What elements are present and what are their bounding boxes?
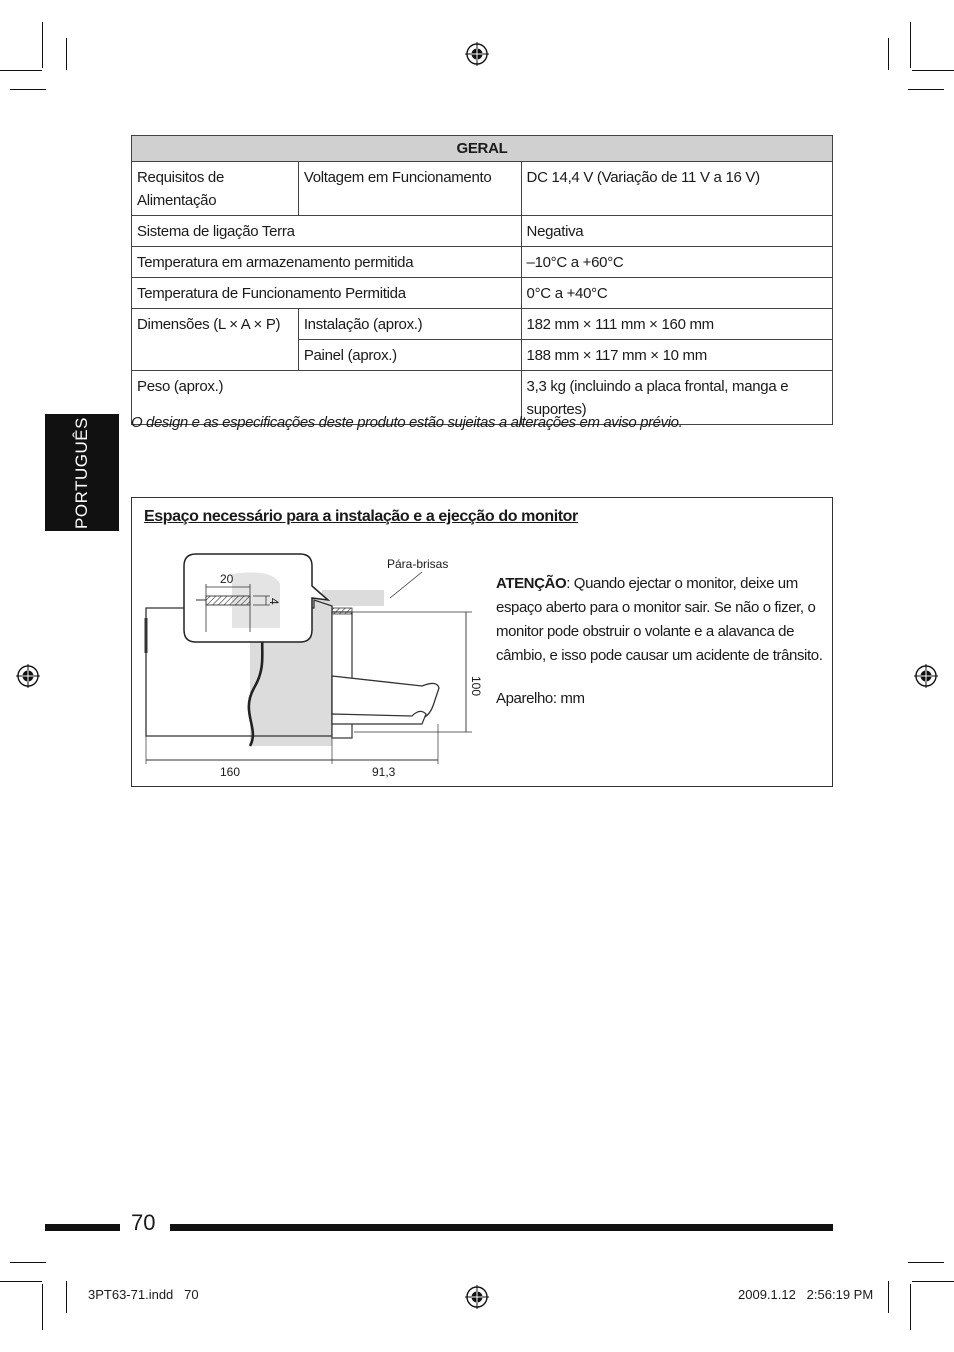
- installation-diagram: [132, 538, 492, 786]
- table-cell: 0°C a +40°C: [521, 278, 832, 309]
- table-header: GERAL: [132, 136, 833, 162]
- registration-mark-icon: [914, 664, 938, 688]
- crop-mark: [888, 38, 889, 70]
- footer-timestamp: 2009.1.12 2:56:19 PM: [738, 1287, 874, 1302]
- crop-mark: [908, 1262, 944, 1263]
- table-cell: Instalação (aprox.): [298, 309, 521, 340]
- crop-mark: [42, 22, 43, 68]
- table-cell: Voltagem em Funcionamento: [298, 162, 521, 216]
- table-cell: Peso (aprox.): [132, 371, 522, 425]
- table-row: [132, 216, 833, 247]
- unit-note: Aparelho: mm: [496, 690, 585, 707]
- table-row: [132, 278, 833, 309]
- table-cell: Negativa: [521, 216, 832, 247]
- crop-mark: [910, 1284, 911, 1330]
- crop-mark: [10, 1262, 46, 1263]
- table-cell: 182 mm × 111 mm × 160 mm: [521, 309, 832, 340]
- crop-mark: [42, 1284, 43, 1330]
- caution-body: : Quando ejectar o monitor, deixe um espaço aberto para o monitor sair. Se não o fizer, o monitor pode obstruir o volante e a alavanca de câmbio, e isso pode causar um acidente de trânsito.: [496, 575, 823, 664]
- crop-mark: [0, 1281, 42, 1282]
- spec-table: [131, 135, 833, 425]
- dim-label: 91,3: [372, 765, 396, 779]
- section-title: Espaço necessário para a instalação e a ejecção do monitor: [144, 508, 578, 525]
- page-number: 70: [131, 1210, 156, 1235]
- language-tab: [45, 414, 119, 531]
- page-bar: [45, 1224, 120, 1231]
- windshield-label: Pára-brisas: [387, 557, 449, 571]
- table-row: [132, 309, 833, 340]
- crop-mark: [10, 89, 46, 90]
- windshield-zone: [322, 590, 384, 606]
- table-row: [132, 136, 833, 162]
- table-cell: Temperatura em armazenamento permitida: [132, 247, 522, 278]
- dim-label: 100: [469, 676, 483, 697]
- caution-text: [496, 572, 831, 668]
- table-cell: Dimensões (L × A × P): [132, 309, 299, 371]
- installation-box: [131, 497, 833, 787]
- crop-mark: [66, 38, 67, 70]
- crop-mark: [912, 70, 954, 71]
- crop-mark: [908, 89, 944, 90]
- crop-mark: [910, 22, 911, 68]
- table-cell: DC 14,4 V (Variação de 11 V a 16 V): [521, 162, 832, 216]
- table-cell: 3,3 kg (incluindo a placa frontal, manga e suportes): [521, 371, 832, 425]
- registration-mark-icon: [465, 1285, 489, 1309]
- table-cell: Temperatura de Funcionamento Permitida: [132, 278, 522, 309]
- table-row: [132, 247, 833, 278]
- caution-label: ATENÇÃO: [496, 575, 567, 592]
- registration-mark-icon: [16, 664, 40, 688]
- dim-label: 4: [267, 598, 281, 605]
- crop-mark: [912, 1281, 954, 1282]
- language-tab-label: PORTUGUÊS: [72, 416, 91, 529]
- dim-label: 20: [220, 572, 234, 586]
- dim-label: 160: [220, 765, 241, 779]
- table-cell: Sistema de ligação Terra: [132, 216, 522, 247]
- disclaimer-note: O design e as especificações deste produto estão sujeitas a alterações em aviso prévio.: [131, 414, 683, 431]
- crop-mark: [0, 70, 42, 71]
- table-row: [132, 162, 833, 216]
- table-cell: 188 mm × 117 mm × 10 mm: [521, 340, 832, 371]
- table-cell: Painel (aprox.): [298, 340, 521, 371]
- table-cell: Requisitos de Alimentação: [132, 162, 299, 216]
- page-bar: [170, 1224, 833, 1231]
- registration-mark-icon: [465, 42, 489, 66]
- table-cell: –10°C a +60°C: [521, 247, 832, 278]
- crop-mark: [888, 1281, 889, 1313]
- footer-file: 3PT63-71.indd 70: [88, 1287, 199, 1302]
- crop-mark: [66, 1281, 67, 1313]
